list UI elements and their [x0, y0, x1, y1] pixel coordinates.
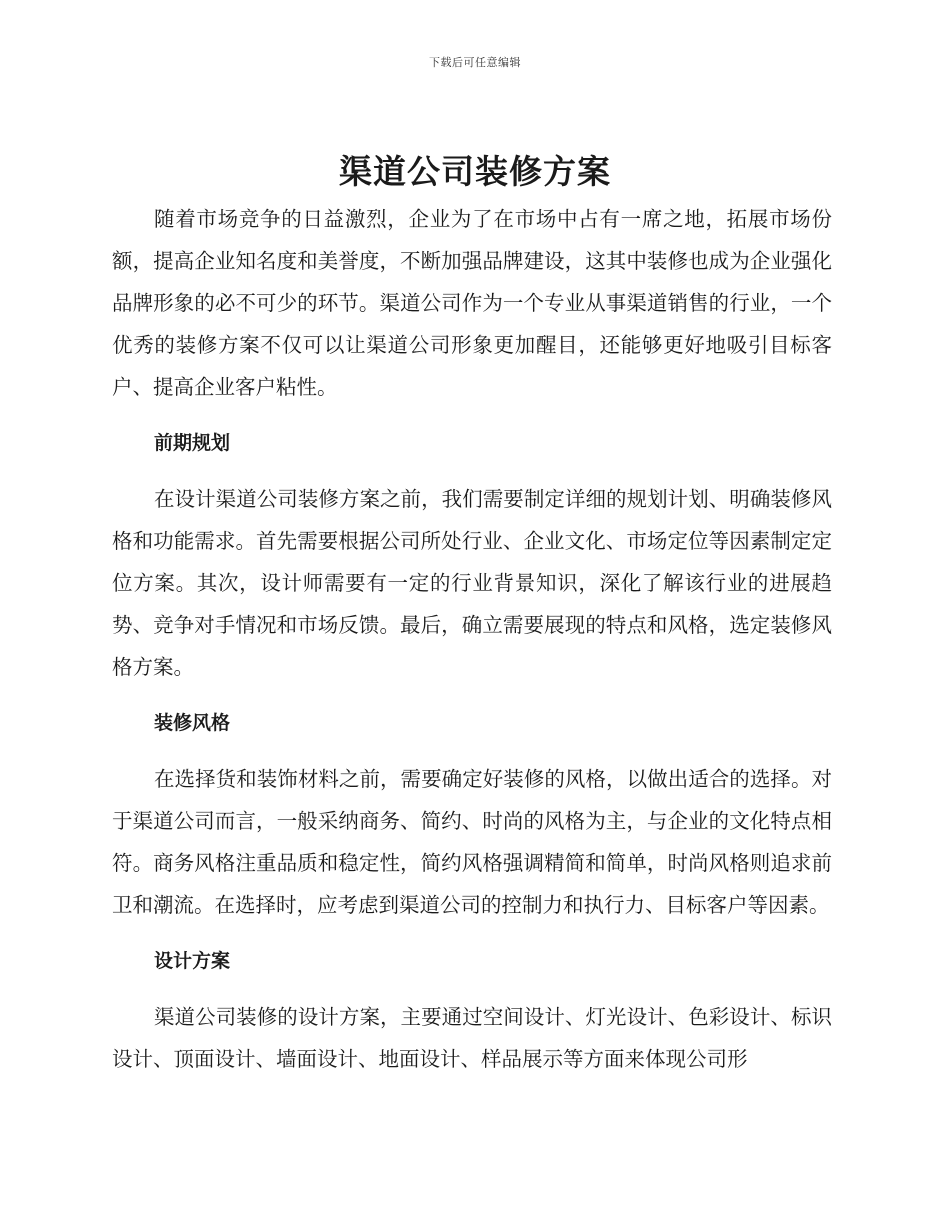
section-paragraph-planning: 在设计渠道公司装修方案之前，我们需要制定详细的规划计划、明确装修风格和功能需求。首先需要根据公司所处行业、企业文化、市场定位等因素制定定位方案。其次，设计师需要有一定的行业背景知识，深化了解该行业的进展趋势、竞争对手情况和市场反馈。最后，确立需要展现的特点和风格，选定装修风格方案。 — [112, 487, 832, 679]
section-heading-planning: 前期规划 — [154, 432, 231, 454]
document-body — [112, 198, 832, 1080]
section-heading-design: 设计方案 — [154, 950, 231, 972]
intro-paragraph: 随着市场竞争的日益激烈，企业为了在市场中占有一席之地，拓展市场份额，提高企业知名度和美誉度，不断加强品牌建设，这其中装修也成为企业强化品牌形象的必不可少的环节。渠道公司作为一个专业从事渠道销售的行业，一个优秀的装修方案不仅可以让渠道公司形象更加醒目，还能够更好地吸引目标客户、提高企业客户粘性。 — [112, 207, 832, 399]
page-title: 渠道公司装修方案 — [339, 152, 611, 191]
header-note: 下载后可任意编辑 — [429, 56, 521, 69]
section-paragraph-style: 在选择货和装饰材料之前，需要确定好装修的风格，以做出适合的选择。对于渠道公司而言，一般采纳商务、简约、时尚的风格为主，与企业的文化特点相符。商务风格注重品质和稳定性，简约风格强调精简和简单，时尚风格则追求前卫和潮流。在选择时，应考虑到渠道公司的控制力和执行力、目标客户等因素。 — [112, 767, 832, 917]
section-heading-style: 装修风格 — [154, 712, 231, 734]
section-paragraph-design: 渠道公司装修的设计方案，主要通过空间设计、灯光设计、色彩设计、标识设计、顶面设计、墙面设计、地面设计、样品展示等方面来体现公司形 — [112, 1005, 832, 1071]
